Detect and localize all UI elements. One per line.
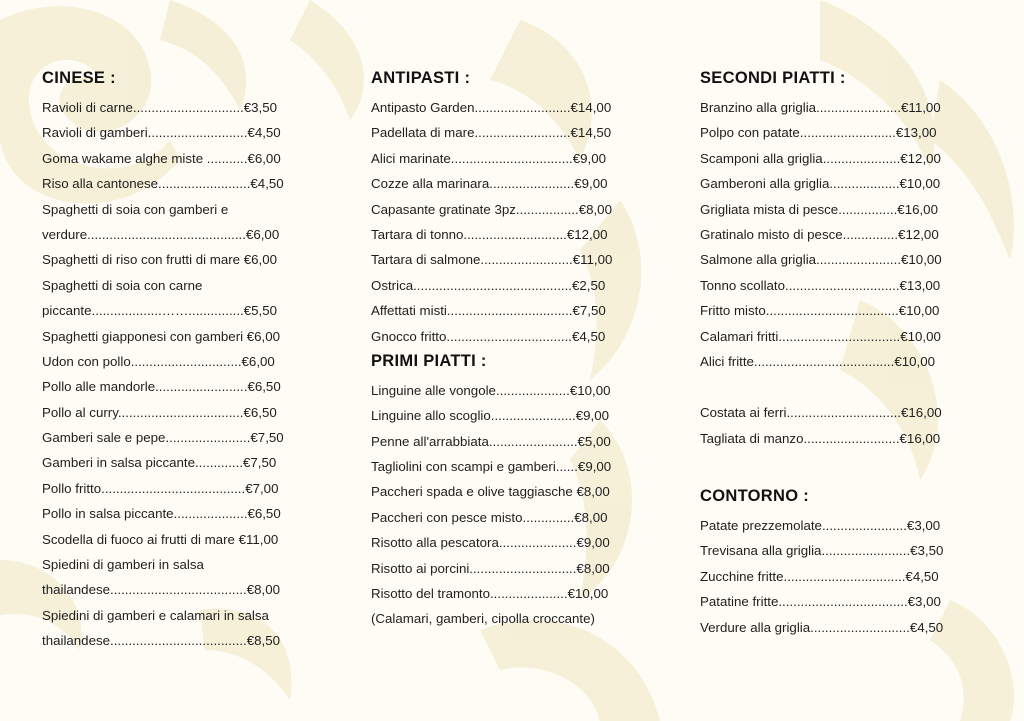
menu-item: Pollo al curry..................................€6,50 (42, 404, 277, 420)
menu-item: Goma wakame alghe miste ...........€6,00 (42, 150, 281, 166)
column-cinese (42, 66, 327, 654)
menu-item: Tagliata di manzo..........................€16,00 (700, 430, 941, 446)
menu-item: Paccheri spada e olive taggiasche €8,00 (371, 484, 610, 500)
section-title-cinese: CINESE : (42, 69, 116, 87)
menu-item: Ravioli di carne..............................€3,50 (42, 100, 278, 115)
menu-item: Salmone alla griglia.......................€10,00 (700, 252, 942, 268)
menu-item: Pollo fritto.......................................€7,00 (42, 480, 279, 496)
menu-item: Scamponi alla griglia.....................€12,00 (700, 150, 941, 166)
menu-item: Penne all'arrabbiata........................€5,00 (371, 433, 611, 449)
menu-item: Tartara di tonno............................€12,00 (371, 226, 608, 242)
menu-item: Patatine fritte...................................€3,00 (700, 594, 941, 610)
menu-item: Padellata di mare..........................€14,50 (371, 125, 612, 141)
menu-item: Antipasto Garden..........................€14,00 (371, 100, 612, 115)
menu-item: Linguine allo scoglio.......................€9,00 (371, 408, 610, 424)
menu-item: Gamberi in salsa piccante.............€7,50 (42, 455, 277, 471)
menu-item: Ostrica...........................................€2,50 (371, 277, 606, 293)
menu-item: Scodella di fuoco ai frutti di mare €11,00 (42, 531, 279, 547)
menu-item: Gamberi sale e pepe.......................€7,50 (42, 430, 284, 446)
menu-item: Alici fritte......................................€10,00 (700, 353, 935, 369)
section-title-secondi: SECONDI PIATTI : (700, 69, 846, 87)
menu-item: Spaghetti di soia con carne (42, 277, 203, 293)
column-antipasti-primi (371, 66, 661, 632)
menu-item: Risotto alla pescatora.....................€9,00 (371, 535, 610, 551)
menu-item: Ravioli di gamberi...........................€4,50 (42, 125, 281, 141)
menu-item: Patate prezzemolate.......................€3,00 (700, 518, 941, 534)
menu-item: thailandese.....................................€8,00 (42, 582, 280, 598)
menu-item: Tartara di salmone.........................€11,00 (371, 252, 613, 268)
menu-item: Grigliata mista di pesce................€16,00 (700, 201, 938, 217)
menu-item: Spaghetti giapponesi con gamberi €6,00 (42, 328, 281, 344)
menu-item: Fritto misto....................................€10,00 (700, 303, 940, 319)
menu-item: Risotto del tramonto.....................€10,00 (371, 586, 609, 602)
menu-item: Pollo alle mandorle.........................€6,50 (42, 379, 281, 395)
menu-item: Udon con pollo..............................€6,00 (42, 353, 275, 369)
menu-item: Branzino alla griglia.......................€11,00 (700, 100, 941, 115)
menu-item: Tagliolini con scampi e gamberi......€9,00 (371, 459, 612, 475)
menu-item-note: (Calamari, gamberi, cipolla croccante) (371, 611, 595, 627)
menu-item: Risotto ai porcini.............................€8,00 (371, 560, 610, 576)
menu-item: Riso alla cantonese.........................€4,50 (42, 176, 284, 192)
menu-item: Spaghetti di riso con frutti di mare €6,00 (42, 252, 278, 268)
menu-item: Linguine alle vongole....................€10,00 (371, 382, 611, 398)
menu-item: Zucchine fritte.................................€4,50 (700, 568, 939, 584)
section-title-contorno: CONTORNO : (700, 487, 810, 506)
menu-item: Gratinalo misto di pesce...............€12,00 (700, 226, 939, 242)
section-title-antipasti: ANTIPASTI : (371, 69, 471, 87)
menu-item: Tonno scollato...............................€13,00 (700, 277, 941, 293)
menu-item: Alici marinate.................................€9,00 (371, 150, 606, 166)
menu-item: Spiedini di gamberi in salsa (42, 557, 204, 573)
section-title-primi: PRIMI PIATTI : (371, 351, 487, 370)
menu-item: thailandese.....................................€8,50 (42, 633, 280, 649)
menu-item: Pollo in salsa piccante....................€6,50 (42, 506, 281, 522)
menu-item: Costata ai ferri...............................€16,00 (700, 405, 942, 421)
menu-item: Trevisana alla griglia........................€3,50 (700, 543, 944, 559)
column-secondi-contorno (700, 66, 990, 640)
menu-item: verdure...........................................€6,00 (42, 226, 280, 242)
spacer (700, 451, 990, 484)
menu-item: Cozze alla marinara.......................€9,00 (371, 176, 608, 192)
menu-item: Capasante gratinate 3pz.................€8,00 (371, 201, 612, 217)
menu-item: Calamari fritti.................................€10,00 (700, 328, 941, 344)
menu-item: Gnocco fritto..................................€4,50 (371, 328, 606, 344)
menu-item: Affettati misti..................................€7,50 (371, 303, 606, 319)
menu-item: piccante...................……...............€5,50 (42, 303, 278, 319)
menu-item: Paccheri con pesce misto..............€8,00 (371, 509, 608, 525)
menu-item: Gamberoni alla griglia...................€10,00 (700, 176, 941, 192)
menu-item: Polpo con patate..........................€13,00 (700, 125, 937, 141)
menu-item: Verdure alla griglia...........................€4,50 (700, 619, 944, 635)
menu-item: Spaghetti di soia con gamberi e (42, 201, 229, 217)
menu-item: Spiedini di gamberi e calamari in salsa (42, 607, 269, 623)
spacer (700, 374, 990, 400)
